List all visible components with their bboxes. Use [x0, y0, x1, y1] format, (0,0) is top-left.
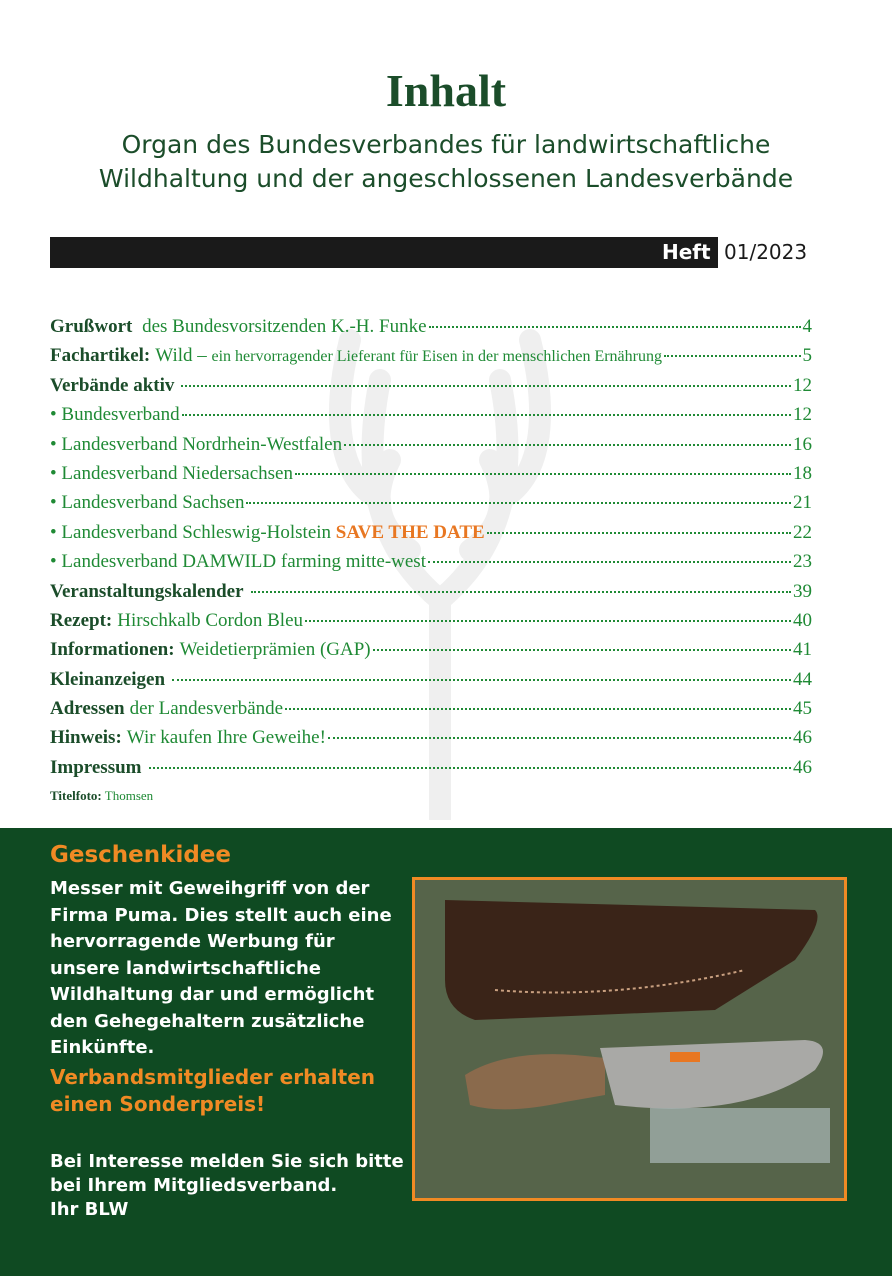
toc-text: • Landesverband Niedersachsen [50, 462, 293, 484]
toc-section: Hinweis: [50, 727, 122, 749]
promo-panel [0, 828, 892, 1276]
toc-page: 16 [793, 433, 812, 455]
toc-page: 46 [793, 756, 812, 778]
toc-section: Informationen: [50, 639, 175, 661]
dot-leader [172, 679, 791, 681]
toc-title [50, 492, 244, 514]
save-the-date: SAVE THE DATE [335, 521, 485, 543]
toc-page: 41 [793, 639, 812, 661]
toc-entry[interactable] [50, 639, 812, 668]
toc-text: Wir kaufen Ihre Geweihe! [126, 727, 326, 749]
photo-credit [50, 788, 812, 804]
toc-page: 22 [793, 521, 812, 543]
subtitle-line: Wildhaltung und der angeschlossenen Landesverbände [98, 164, 794, 193]
issue-number: 01/2023 [724, 240, 808, 264]
toc-page: 5 [802, 345, 812, 367]
dot-leader [344, 444, 791, 446]
toc-section: Rezept: [50, 609, 113, 631]
toc-title [50, 345, 662, 367]
dot-leader [373, 649, 791, 651]
toc-entry[interactable] [50, 757, 812, 786]
promo-offer: Verbandsmitglieder erhalten einen Sonderpreis! [50, 1065, 376, 1116]
contact-line: bei Ihrem Mitgliedsverband. [50, 1175, 338, 1196]
toc-entry[interactable] [50, 463, 812, 492]
toc-section: Adressen [50, 698, 125, 720]
promo-contact [50, 1150, 404, 1222]
dot-leader [428, 561, 791, 563]
toc-page: 46 [793, 727, 812, 749]
toc-page: 21 [793, 492, 812, 514]
toc-title [50, 727, 326, 749]
toc-entry[interactable] [50, 492, 812, 521]
toc-title [50, 698, 283, 720]
dot-leader [295, 473, 791, 475]
dot-leader [285, 708, 791, 710]
toc-entry[interactable] [50, 316, 812, 345]
dot-leader [328, 737, 791, 739]
toc-title [50, 581, 249, 603]
toc-text: • Landesverband Sachsen [50, 492, 245, 514]
knife-photo [412, 877, 847, 1201]
toc-title [50, 551, 426, 573]
toc-page: 40 [793, 609, 812, 631]
toc-section: Veranstaltungskalender [50, 580, 244, 602]
toc-entry[interactable] [50, 522, 812, 551]
toc-section: Grußwort [50, 316, 133, 337]
toc-title [50, 316, 427, 338]
toc-title [50, 463, 293, 485]
toc-text: • Landesverband DAMWILD farming mitte-west [50, 551, 426, 573]
toc-entry[interactable] [50, 551, 812, 580]
toc-page: 44 [793, 668, 812, 690]
toc-title [50, 639, 371, 661]
toc-page: 45 [793, 698, 812, 720]
toc-entry[interactable] [50, 404, 812, 433]
toc-page: 39 [793, 580, 812, 602]
toc-entry[interactable] [50, 434, 812, 463]
toc-section: Kleinanzeigen [50, 668, 166, 690]
toc-text: Hirschkalb Cordon Bleu [117, 609, 304, 631]
promo-body: Messer mit Geweihgriff von der Firma Puma. Dies stellt auch eine hervorragende Werbung für unsere landwirtschaftliche Wildhaltung dar und ermöglicht den Gehegehaltern zusätzliche Einkünfte. [50, 878, 392, 1058]
toc-entry[interactable] [50, 581, 812, 610]
photo-credit-name: Thomsen [104, 788, 154, 804]
table-of-contents [50, 316, 812, 804]
toc-title [50, 669, 170, 691]
toc-entry[interactable] [50, 669, 812, 698]
contact-line: Bei Interesse melden Sie sich bitte [50, 1151, 404, 1172]
toc-entry[interactable] [50, 727, 812, 756]
toc-text: Wild – [155, 345, 212, 367]
subtitle-line: Organ des Bundesverbandes für landwirtschaftliche [121, 130, 771, 159]
toc-text: der Landesverbände [129, 698, 284, 720]
toc-section: Fachartikel: [50, 345, 151, 367]
toc-text: • Landesverband Schleswig-Holstein [50, 521, 336, 543]
toc-text-small: ein hervorragender Lieferant für Eisen in der menschlichen Ernährung [211, 348, 662, 366]
toc-title [50, 375, 179, 397]
toc-entry[interactable] [50, 345, 812, 374]
dot-leader [305, 620, 791, 622]
toc-page: 18 [793, 462, 812, 484]
toc-page: 12 [793, 374, 812, 396]
toc-text: • Landesverband Nordrhein-Westfalen [50, 433, 343, 455]
toc-entry[interactable] [50, 375, 812, 404]
dot-leader [149, 767, 792, 769]
promo-heading: Geschenkidee [50, 842, 231, 868]
toc-page: 4 [802, 316, 812, 337]
dot-leader [487, 532, 791, 534]
toc-page: 12 [793, 404, 812, 426]
dot-leader [664, 355, 801, 357]
toc-title [50, 434, 342, 456]
dot-leader [182, 414, 791, 416]
subtitle [0, 128, 892, 196]
toc-section: Impressum [50, 756, 142, 778]
toc-title [50, 757, 147, 779]
heft-label: Heft [662, 240, 711, 264]
toc-text: Weidetierprämien (GAP) [179, 639, 371, 661]
toc-section: Verbände aktiv [50, 374, 175, 396]
header-bar [50, 237, 718, 268]
dot-leader [429, 326, 801, 328]
knife-image-icon [415, 880, 844, 1198]
toc-entry[interactable] [50, 610, 812, 639]
dot-leader [246, 502, 791, 504]
contact-line: Ihr BLW [50, 1199, 129, 1220]
page-title: Inhalt [385, 65, 507, 116]
dot-leader [251, 591, 791, 593]
toc-text: des Bundesvorsitzenden K.-H. Funke [137, 316, 427, 337]
toc-title [50, 610, 303, 632]
dot-leader [181, 385, 791, 387]
toc-page: 23 [793, 551, 812, 573]
toc-entry[interactable] [50, 698, 812, 727]
toc-title [50, 404, 180, 426]
photo-credit-label: Titelfoto: [50, 788, 102, 804]
toc-title [50, 522, 485, 544]
toc-text: • Bundesverband [50, 404, 180, 426]
